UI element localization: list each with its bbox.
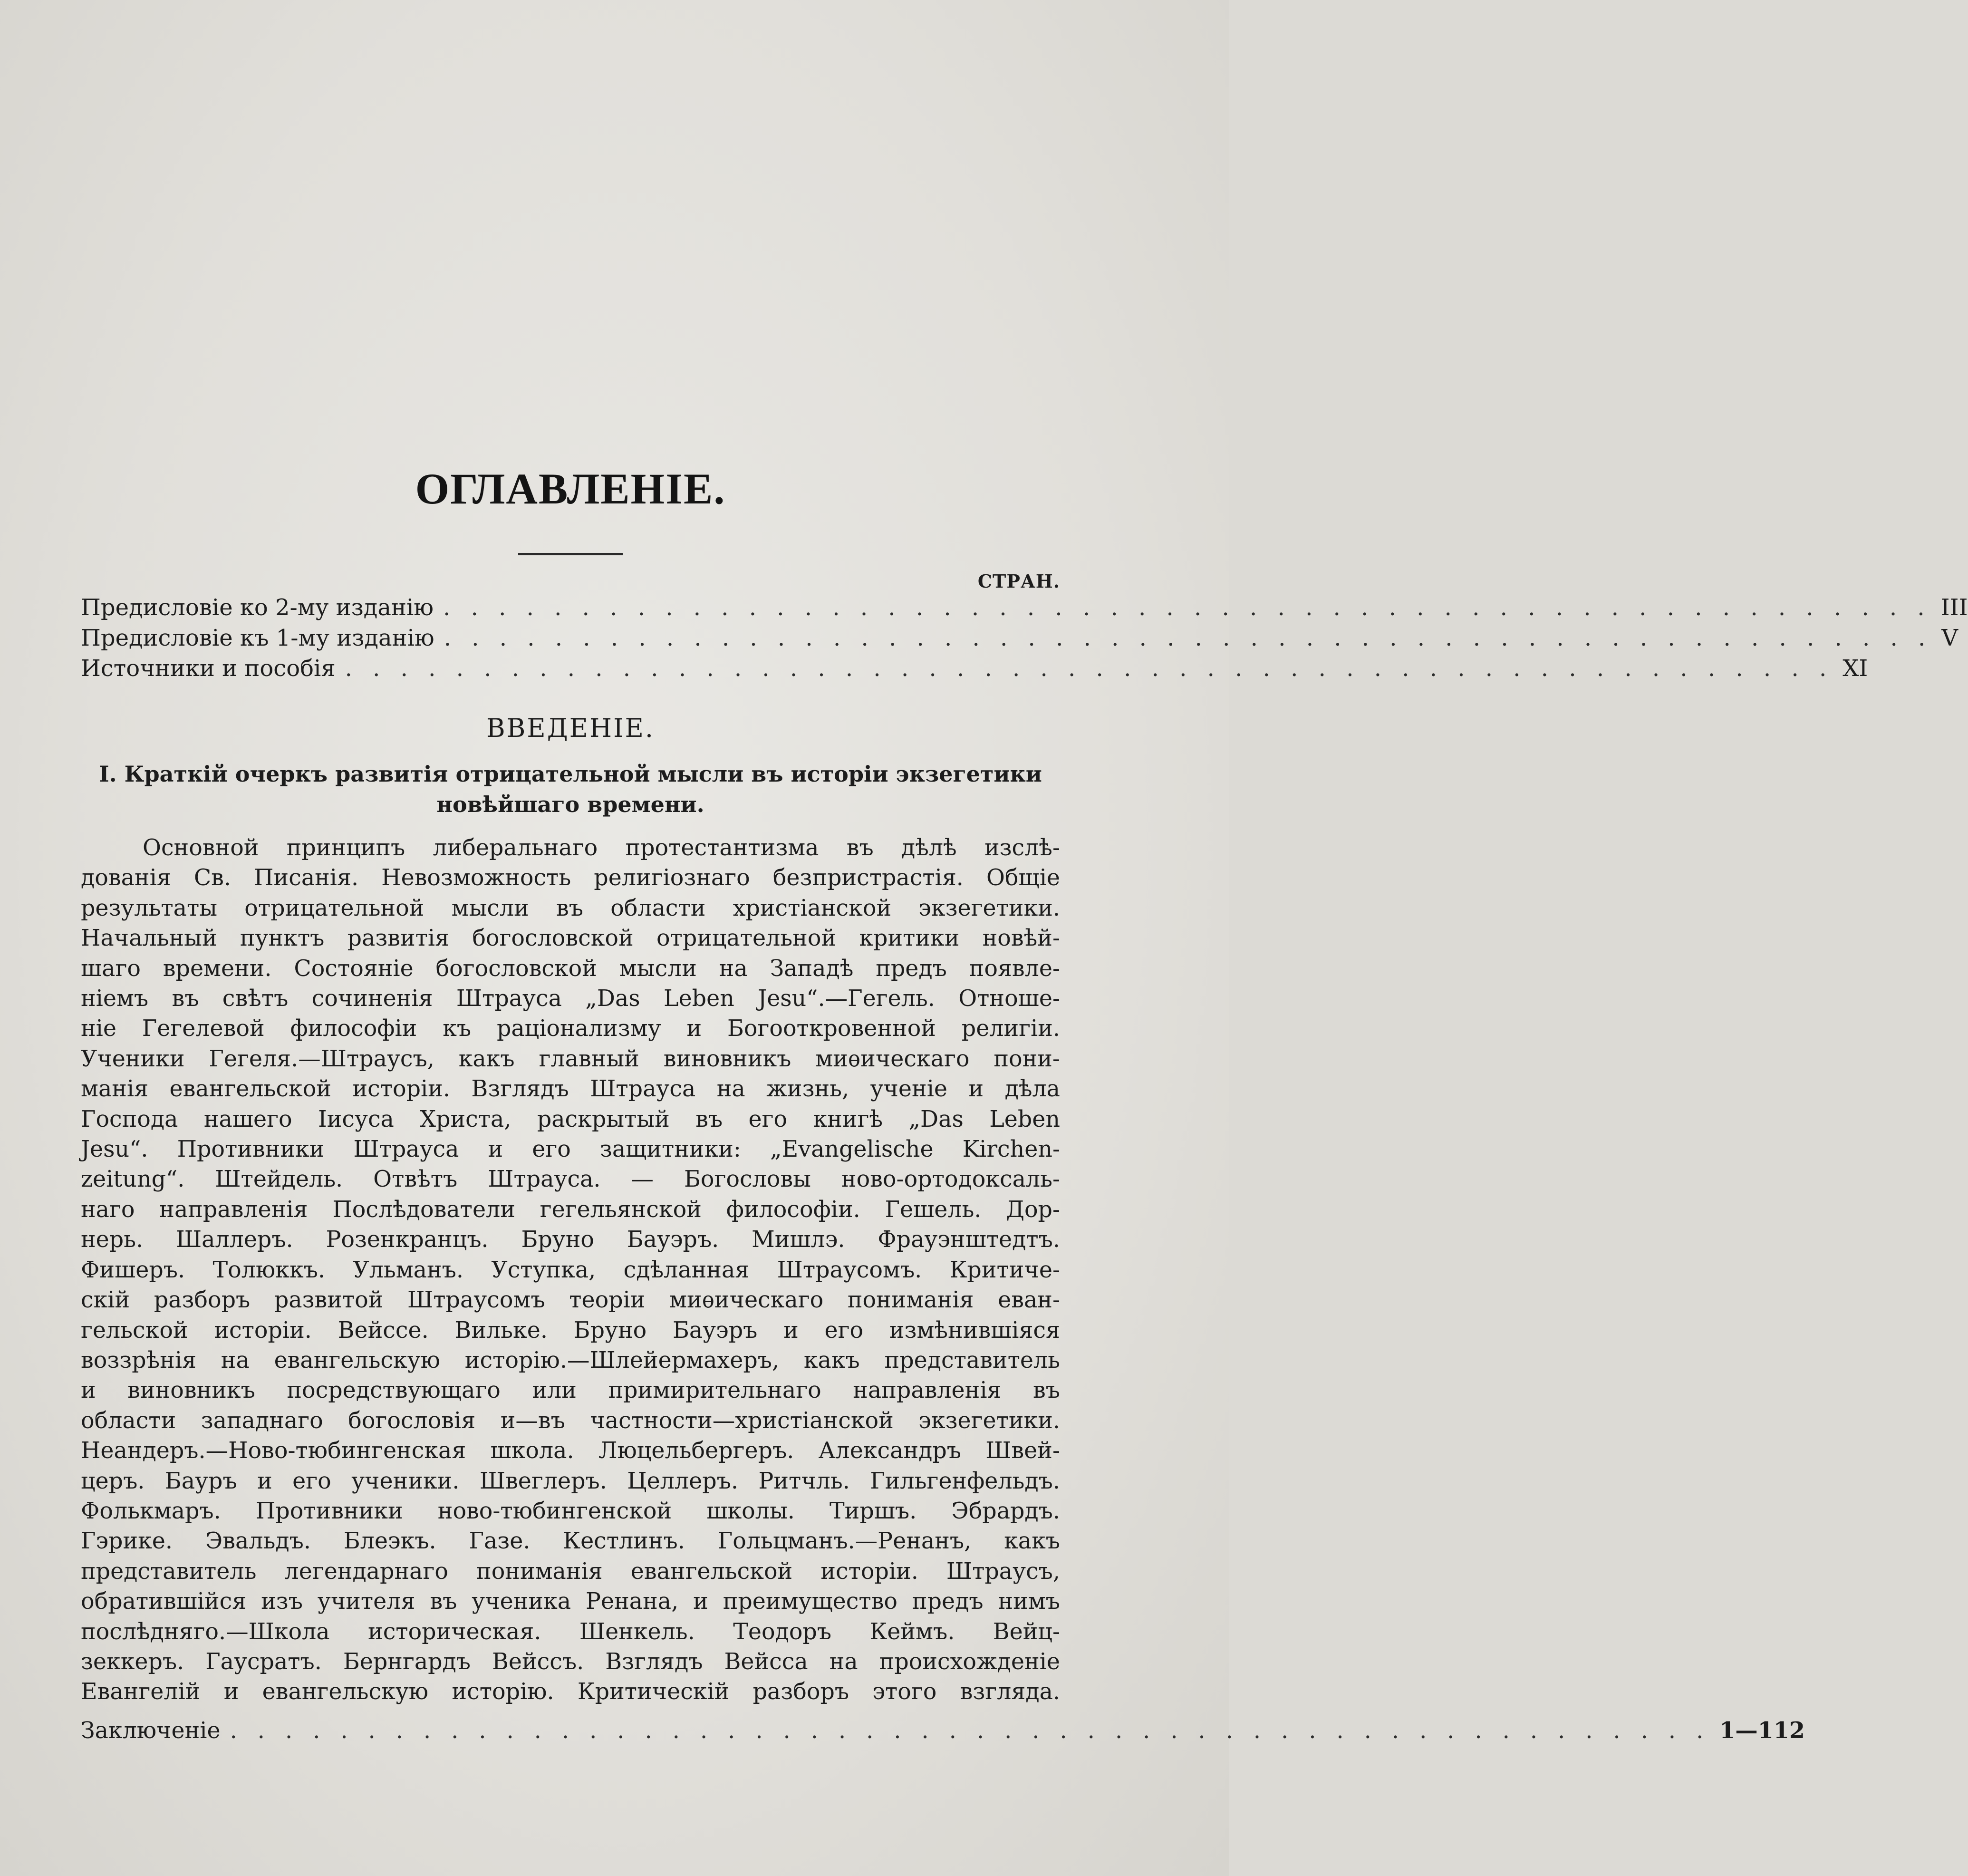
summary-line: Фишеръ. Толюккъ. Ульманъ. Уступка, сдѣланная Штраусомъ. Критиче- [81,1257,1060,1283]
summary-line: скій разборъ развитой Штраусомъ теоріи миѳическаго пониманія еван- [81,1287,1060,1314]
leader-dots: . . . . . . . . . . . . . . . . . . . . . . . . . . . . . . . . . . . . . . . . . . . . . . . . . . . . . . [230,1718,1710,1744]
summary-line: дованія Св. Писанія. Невозможность религіознаго безпристрастія. Общіе [81,865,1060,891]
summary-line: нерь. Шаллеръ. Розенкранцъ. Бруно Бауэръ. Мишлэ. Фрауэнштедтъ. [81,1227,1060,1253]
summary-line: гельской исторіи. Вейссе. Вильке. Бруно Бауэръ и его измѣнившіяся [81,1317,1060,1344]
chapter-title-line: I. Краткій очеркъ развитія отрицательной мысли въ исторіи экзегетики [99,761,1042,787]
summary-line: области западнаго богословія и—въ частности—христіанской экзегетики. [81,1407,1060,1434]
summary-line: представитель легендарнаго пониманія евангельской исторіи. Штраусъ, [81,1558,1060,1585]
summary-line: воззрѣнія на евангельскую исторію.—Шлейермахеръ, какъ представитель [81,1347,1060,1373]
summary-line: обратившійся изъ учителя въ ученика Ренана, и преимущество предъ нимъ [81,1588,1060,1615]
summary-line: Господа нашего Іисуса Христа, раскрытый въ его книгѣ „Das Leben [81,1106,1060,1132]
toc-page-number: V [1941,625,1958,651]
conclusion-entry [81,1717,1805,1748]
summary-line: Евангелій и евангельскую исторію. Критическій разборъ этого взгляда. [81,1679,1060,1705]
toc-page-number: 1—112 [1719,1717,1805,1744]
summary-line: послѣдняго.—Школа историческая. Шенкель. Теодоръ Кеймъ. Вейц- [81,1618,1060,1645]
summary-line: и виновникъ посредствующаго или примирительнаго направленія въ [81,1377,1060,1404]
summary-line: церъ. Бауръ и его ученики. Швеглеръ. Целлеръ. Ритчль. Гильгенфельдъ. [81,1468,1060,1494]
summary-line: Основной принципъ либеральнаго протестантизма въ дѣлѣ изслѣ- [143,835,1060,861]
front-matter-list [81,594,1968,686]
section-heading: ВВЕДЕНІЕ. [486,713,655,743]
chapter-summary [81,833,1060,1707]
chapter-title [81,759,1060,820]
toc-label: Предисловіе къ 1-му изданію [81,625,434,651]
toc-row [81,594,1968,625]
toc-label: Предисловіе ко 2-му изданію [81,594,434,621]
summary-line: ніемъ въ свѣтъ сочиненія Штрауса „Das Leben Jesu“.—Гегель. Отноше- [81,986,1060,1012]
toc-row [81,655,1868,686]
page-column-label: СТРАН. [977,571,1060,592]
toc-page-number: XI [1843,655,1868,682]
summary-line: Гэрике. Эвальдъ. Блеэкъ. Газе. Кестлинъ. Гольцманъ.—Ренанъ, какъ [81,1528,1060,1555]
summary-line: манія евангельской исторіи. Взглядъ Штрауса на жизнь, ученіе и дѣла [81,1076,1060,1102]
toc-label: Источники и пособія [81,655,336,682]
page-title: ОГЛАВЛЕНІЕ. [415,464,726,513]
summary-line: zeitung“. Штейдель. Отвѣтъ Штрауса. — Богословы ново-ортодоксаль- [81,1166,1060,1193]
summary-line: шаго времени. Состояніе богословской мысли на Западѣ предъ появле- [81,955,1060,982]
toc-label: Заключеніе [81,1718,221,1744]
summary-line: Ученики Гегеля.—Штраусъ, какъ главный виновникъ миѳическаго пони- [81,1045,1060,1072]
summary-line: ніе Гегелевой философіи къ раціонализму и Богооткровенной религіи. [81,1015,1060,1042]
summary-line: Jesu“. Противники Штрауса и его защитники: „Evangelische Kirchen- [81,1136,1060,1163]
title-rule [518,553,623,555]
leader-dots: . . . . . . . . . . . . . . . . . . . . . . . . . . . . . . . . . . . . . . . . . . . . . . . . . . . . . . [345,655,1833,682]
summary-line: зеккеръ. Гаусратъ. Бернгардъ Вейссъ. Взглядъ Вейсса на происхожденіе [81,1648,1060,1675]
summary-line: Неандеръ.—Ново-тюбингенская школа. Люцельбергеръ. Александръ Швей- [81,1438,1060,1464]
summary-line: Фолькмаръ. Противники ново-тюбингенской школы. Тиршъ. Эбрардъ. [81,1498,1060,1524]
toc-row [81,625,1958,655]
toc-row [81,1717,1805,1748]
summary-line: наго направленія Послѣдователи гегельянской философіи. Гешель. Дор- [81,1196,1060,1223]
summary-line: результаты отрицательной мысли въ области христіанской экзегетики. [81,895,1060,921]
leader-dots: . . . . . . . . . . . . . . . . . . . . . . . . . . . . . . . . . . . . . . . . . . . . . . . . . . . . . . [443,594,1931,621]
leader-dots: . . . . . . . . . . . . . . . . . . . . . . . . . . . . . . . . . . . . . . . . . . . . . . . . . . . . . . [444,625,1932,651]
chapter-title-line: новѣйшаго времени. [436,792,704,817]
summary-line: Начальный пунктъ развитія богословской отрицательной критики новѣй- [81,925,1060,952]
toc-page-number: III [1940,594,1968,621]
